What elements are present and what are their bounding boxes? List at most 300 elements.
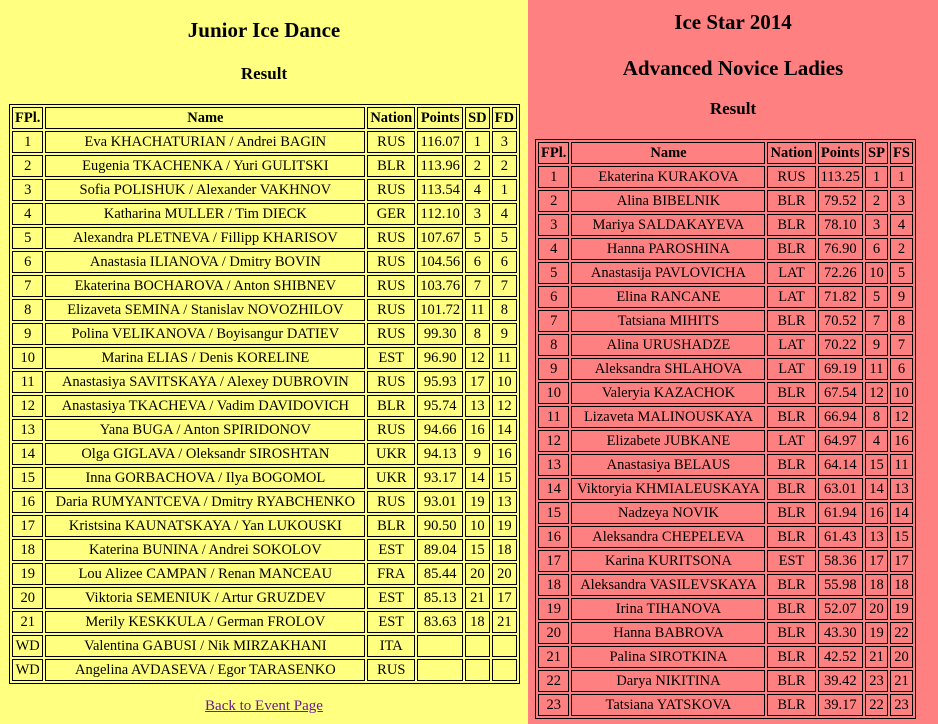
table-row — [12, 299, 517, 321]
cell-nation: BLR — [767, 574, 815, 596]
cell-name: Anastasiya SAVITSKAYA / Alexey DUBROVIN — [45, 371, 365, 393]
cell-seg1: 15 — [865, 454, 888, 476]
cell-place: 2 — [538, 190, 569, 212]
cell-place: 6 — [538, 286, 569, 308]
cell-name: Alexandra PLETNEVA / Fillipp KHARISOV — [45, 227, 365, 249]
table-row — [12, 587, 517, 609]
col-header-points: Points — [417, 107, 463, 129]
col-header-sd: SD — [465, 107, 490, 129]
cell-nation: RUS — [367, 275, 415, 297]
cell-name: Katharina MULLER / Tim DIECK — [45, 203, 365, 225]
cell-place: 8 — [538, 334, 569, 356]
cell-nation: RUS — [367, 227, 415, 249]
cell-name: Tatsiana MIHITS — [571, 310, 765, 332]
table-row — [12, 539, 517, 561]
cell-place: 3 — [12, 179, 43, 201]
cell-seg1: 14 — [865, 478, 888, 500]
table-row — [538, 646, 913, 668]
col-header-nation: Nation — [367, 107, 415, 129]
cell-place: 8 — [12, 299, 43, 321]
cell-seg1: 19 — [465, 491, 490, 513]
cell-points: 83.63 — [417, 611, 463, 633]
cell-nation: RUS — [367, 659, 415, 681]
cell-points: 78.10 — [818, 214, 863, 236]
cell-nation: RUS — [367, 323, 415, 345]
cell-points: 52.07 — [818, 598, 863, 620]
cell-nation: BLR — [367, 515, 415, 537]
cell-seg2: 4 — [890, 214, 913, 236]
cell-place: 11 — [538, 406, 569, 428]
cell-seg1: 3 — [465, 203, 490, 225]
cell-seg2: 23 — [890, 694, 913, 716]
cell-seg1: 9 — [865, 334, 888, 356]
junior-results-table — [9, 104, 520, 684]
table-row — [12, 563, 517, 585]
cell-nation: BLR — [767, 526, 815, 548]
table-row — [12, 155, 517, 177]
cell-place: 17 — [538, 550, 569, 572]
cell-place: 11 — [12, 371, 43, 393]
cell-points: 94.13 — [417, 443, 463, 465]
table-row — [12, 131, 517, 153]
cell-points: 61.94 — [818, 502, 863, 524]
cell-name: Ekaterina KURAKOVA — [571, 166, 765, 188]
cell-seg2: 1 — [890, 166, 913, 188]
cell-seg1: 20 — [465, 563, 490, 585]
cell-points: 64.97 — [818, 430, 863, 452]
cell-points: 107.67 — [417, 227, 463, 249]
col-header-nation: Nation — [767, 142, 815, 164]
col-header-fpl: FPl. — [538, 142, 569, 164]
table-row — [538, 286, 913, 308]
cell-name: Viktoryia KHMIALEUSKAYA — [571, 478, 765, 500]
cell-seg1: 22 — [865, 694, 888, 716]
cell-place: 12 — [538, 430, 569, 452]
cell-nation: LAT — [767, 430, 815, 452]
table-row — [538, 550, 913, 572]
cell-nation: EST — [767, 550, 815, 572]
cell-nation: BLR — [767, 646, 815, 668]
table-row — [538, 430, 913, 452]
cell-nation: RUS — [367, 371, 415, 393]
cell-seg1: 2 — [465, 155, 490, 177]
cell-points — [417, 635, 463, 657]
cell-seg2: 15 — [492, 467, 517, 489]
table-row — [538, 214, 913, 236]
table-row — [12, 323, 517, 345]
table-row — [538, 166, 913, 188]
cell-place: 22 — [538, 670, 569, 692]
cell-seg2: 18 — [890, 574, 913, 596]
cell-name: Elina RANCANE — [571, 286, 765, 308]
table-row — [12, 443, 517, 465]
cell-points: 93.01 — [417, 491, 463, 513]
cell-points: 70.22 — [818, 334, 863, 356]
cell-name: Anastasija PAVLOVICHA — [571, 262, 765, 284]
table-row — [538, 358, 913, 380]
cell-seg1: 21 — [465, 587, 490, 609]
cell-name: Ekaterina BOCHAROVA / Anton SHIBNEV — [45, 275, 365, 297]
cell-seg2: 19 — [890, 598, 913, 620]
cell-points: 69.19 — [818, 358, 863, 380]
table-row — [12, 515, 517, 537]
cell-seg1: 10 — [465, 515, 490, 537]
cell-name: Daria RUMYANTCEVA / Dmitry RYABCHENKO — [45, 491, 365, 513]
cell-seg2: 10 — [492, 371, 517, 393]
cell-name: Anastasiya TKACHEVA / Vadim DAVIDOVICH — [45, 395, 365, 417]
cell-points: 67.54 — [818, 382, 863, 404]
cell-points: 61.43 — [818, 526, 863, 548]
cell-place: 20 — [12, 587, 43, 609]
cell-nation: LAT — [767, 334, 815, 356]
cell-name: Karina KURITSONA — [571, 550, 765, 572]
cell-seg1: 17 — [465, 371, 490, 393]
cell-points: 112.10 — [417, 203, 463, 225]
cell-nation: BLR — [767, 190, 815, 212]
table-row — [538, 598, 913, 620]
cell-nation: BLR — [767, 670, 815, 692]
col-header-points: Points — [818, 142, 863, 164]
table-row — [538, 502, 913, 524]
cell-place: 20 — [538, 622, 569, 644]
cell-seg1: 7 — [465, 275, 490, 297]
cell-points: 94.66 — [417, 419, 463, 441]
cell-nation: BLR — [367, 155, 415, 177]
cell-place: 21 — [12, 611, 43, 633]
cell-place: 9 — [12, 323, 43, 345]
cell-nation: LAT — [767, 286, 815, 308]
cell-seg2: 21 — [890, 670, 913, 692]
novice-title: Advanced Novice Ladies — [622, 56, 844, 80]
cell-name: Darya NIKITINA — [571, 670, 765, 692]
cell-place: 10 — [12, 347, 43, 369]
cell-nation: BLR — [367, 395, 415, 417]
cell-seg2: 20 — [492, 563, 517, 585]
cell-seg1: 1 — [865, 166, 888, 188]
cell-seg2: 5 — [890, 262, 913, 284]
table-row — [538, 310, 913, 332]
novice-results-table — [535, 139, 916, 719]
cell-place: 15 — [538, 502, 569, 524]
cell-nation: UKR — [367, 443, 415, 465]
cell-seg2: 16 — [890, 430, 913, 452]
cell-place: 13 — [12, 419, 43, 441]
cell-nation: BLR — [767, 622, 815, 644]
cell-nation: LAT — [767, 358, 815, 380]
cell-place: 17 — [12, 515, 43, 537]
cell-name: Sofia POLISHUK / Alexander VAKHNOV — [45, 179, 365, 201]
cell-name: Nadzeya NOVIK — [571, 502, 765, 524]
cell-nation: BLR — [767, 694, 815, 716]
cell-points: 79.52 — [818, 190, 863, 212]
cell-place: 4 — [538, 238, 569, 260]
cell-nation: RUS — [367, 131, 415, 153]
cell-name: Olga GIGLAVA / Oleksandr SIROSHTAN — [45, 443, 365, 465]
cell-nation: EST — [367, 611, 415, 633]
cell-nation: RUS — [367, 179, 415, 201]
cell-seg2: 6 — [890, 358, 913, 380]
cell-seg1: 16 — [865, 502, 888, 524]
cell-seg2: 17 — [890, 550, 913, 572]
cell-seg1: 6 — [465, 251, 490, 273]
cell-name: Lou Alizee CAMPAN / Renan MANCEAU — [45, 563, 365, 585]
cell-points: 103.76 — [417, 275, 463, 297]
cell-seg1: 15 — [465, 539, 490, 561]
cell-seg1: 19 — [865, 622, 888, 644]
cell-points: 85.13 — [417, 587, 463, 609]
table-row — [12, 251, 517, 273]
cell-points: 101.72 — [417, 299, 463, 321]
cell-nation: BLR — [767, 598, 815, 620]
cell-seg1 — [465, 659, 490, 681]
cell-seg2: 2 — [492, 155, 517, 177]
cell-place: 19 — [12, 563, 43, 585]
cell-seg2: 9 — [492, 323, 517, 345]
cell-points: 55.98 — [818, 574, 863, 596]
table-row — [538, 382, 913, 404]
cell-name: Polina VELIKANOVA / Boyisangur DATIEV — [45, 323, 365, 345]
cell-seg2: 15 — [890, 526, 913, 548]
cell-points: 96.90 — [417, 347, 463, 369]
table-row — [12, 659, 517, 681]
cell-points: 63.01 — [818, 478, 863, 500]
cell-name: Viktoria SEMENIUK / Artur GRUZDEV — [45, 587, 365, 609]
cell-points: 89.04 — [417, 539, 463, 561]
event-title: Ice Star 2014 — [674, 10, 792, 34]
cell-nation: UKR — [367, 467, 415, 489]
cell-seg2: 19 — [492, 515, 517, 537]
cell-nation: EST — [367, 347, 415, 369]
cell-place: 18 — [538, 574, 569, 596]
cell-nation: BLR — [767, 382, 815, 404]
cell-points: 58.36 — [818, 550, 863, 572]
cell-points: 104.56 — [417, 251, 463, 273]
cell-name: Katerina BUNINA / Andrei SOKOLOV — [45, 539, 365, 561]
cell-seg2: 8 — [492, 299, 517, 321]
cell-points: 113.25 — [818, 166, 863, 188]
cell-seg1: 8 — [865, 406, 888, 428]
cell-place: 23 — [538, 694, 569, 716]
cell-seg2: 4 — [492, 203, 517, 225]
table-row — [12, 611, 517, 633]
cell-seg1: 5 — [865, 286, 888, 308]
col-header-name: Name — [571, 142, 765, 164]
cell-points: 39.17 — [818, 694, 863, 716]
cell-nation: RUS — [367, 419, 415, 441]
cell-seg2: 8 — [890, 310, 913, 332]
table-row — [12, 179, 517, 201]
cell-seg2: 13 — [890, 478, 913, 500]
cell-place: 10 — [538, 382, 569, 404]
cell-nation: BLR — [767, 478, 815, 500]
cell-points: 93.17 — [417, 467, 463, 489]
table-row — [538, 478, 913, 500]
cell-place: 16 — [538, 526, 569, 548]
cell-seg2: 11 — [890, 454, 913, 476]
cell-seg2: 3 — [492, 131, 517, 153]
cell-points: 70.52 — [818, 310, 863, 332]
cell-nation: RUS — [367, 491, 415, 513]
cell-name: Elizabete JUBKANE — [571, 430, 765, 452]
cell-place: 3 — [538, 214, 569, 236]
table-row — [538, 262, 913, 284]
cell-name: Valentina GABUSI / Nik MIRZAKHANI — [45, 635, 365, 657]
table-row — [12, 635, 517, 657]
table-row — [538, 670, 913, 692]
cell-name: Hanna PAROSHINA — [571, 238, 765, 260]
col-header-name: Name — [45, 107, 365, 129]
cell-seg1: 20 — [865, 598, 888, 620]
cell-seg1: 2 — [865, 190, 888, 212]
cell-seg2 — [492, 659, 517, 681]
table-row — [538, 694, 913, 716]
advanced-novice-ladies-pane — [528, 0, 938, 724]
cell-place: WD — [12, 659, 43, 681]
cell-points — [417, 659, 463, 681]
cell-points: 42.52 — [818, 646, 863, 668]
cell-name: Alina URUSHADZE — [571, 334, 765, 356]
cell-nation: BLR — [767, 454, 815, 476]
table-row — [538, 622, 913, 644]
cell-points: 116.07 — [417, 131, 463, 153]
cell-points: 66.94 — [818, 406, 863, 428]
table-row — [12, 347, 517, 369]
cell-place: 7 — [12, 275, 43, 297]
cell-place: 14 — [12, 443, 43, 465]
col-header-fpl: FPl. — [12, 107, 43, 129]
cell-seg2: 21 — [492, 611, 517, 633]
cell-nation: EST — [367, 539, 415, 561]
cell-name: Valeryia KAZACHOK — [571, 382, 765, 404]
cell-seg1 — [465, 635, 490, 657]
cell-seg1: 13 — [865, 526, 888, 548]
cell-place: 18 — [12, 539, 43, 561]
cell-seg1: 7 — [865, 310, 888, 332]
cell-seg2: 12 — [890, 406, 913, 428]
cell-points: 113.96 — [417, 155, 463, 177]
table-row — [12, 275, 517, 297]
cell-points: 113.54 — [417, 179, 463, 201]
cell-place: 2 — [12, 155, 43, 177]
cell-name: Aleksandra CHEPELEVA — [571, 526, 765, 548]
cell-seg1: 10 — [865, 262, 888, 284]
cell-place: 5 — [538, 262, 569, 284]
cell-points: 43.30 — [818, 622, 863, 644]
cell-name: Aleksandra SHLAHOVA — [571, 358, 765, 380]
cell-points: 90.50 — [417, 515, 463, 537]
cell-seg1: 18 — [865, 574, 888, 596]
cell-points: 99.30 — [417, 323, 463, 345]
table-row — [538, 190, 913, 212]
table-row — [12, 203, 517, 225]
cell-name: Angelina AVDASEVA / Egor TARASENKO — [45, 659, 365, 681]
cell-points: 64.14 — [818, 454, 863, 476]
cell-place: 12 — [12, 395, 43, 417]
cell-nation: RUS — [367, 251, 415, 273]
cell-seg2: 22 — [890, 622, 913, 644]
col-header-fd: FD — [492, 107, 517, 129]
cell-seg1: 5 — [465, 227, 490, 249]
cell-place: 1 — [12, 131, 43, 153]
cell-seg2: 13 — [492, 491, 517, 513]
cell-name: Tatsiana YATSKOVA — [571, 694, 765, 716]
table-row — [12, 227, 517, 249]
cell-points: 71.82 — [818, 286, 863, 308]
cell-nation: BLR — [767, 310, 815, 332]
cell-seg2: 17 — [492, 587, 517, 609]
cell-nation: RUS — [767, 166, 815, 188]
cell-seg1: 4 — [865, 430, 888, 452]
col-header-sp: SP — [865, 142, 888, 164]
cell-seg2: 16 — [492, 443, 517, 465]
cell-seg1: 3 — [865, 214, 888, 236]
cell-seg1: 8 — [465, 323, 490, 345]
cell-seg1: 6 — [865, 238, 888, 260]
cell-nation: EST — [367, 587, 415, 609]
cell-seg1: 16 — [465, 419, 490, 441]
cell-seg2: 7 — [890, 334, 913, 356]
cell-place: 13 — [538, 454, 569, 476]
cell-seg2: 12 — [492, 395, 517, 417]
cell-place: 15 — [12, 467, 43, 489]
cell-points: 39.42 — [818, 670, 863, 692]
cell-seg2: 10 — [890, 382, 913, 404]
table-header-row — [12, 107, 517, 129]
cell-name: Elizaveta SEMINA / Stanislav NOVOZHILOV — [45, 299, 365, 321]
cell-points: 85.44 — [417, 563, 463, 585]
novice-subtitle: Result — [709, 99, 757, 118]
cell-seg1: 23 — [865, 670, 888, 692]
col-header-fs: FS — [890, 142, 913, 164]
table-row — [538, 238, 913, 260]
table-row — [12, 395, 517, 417]
table-row — [12, 419, 517, 441]
cell-seg1: 14 — [465, 467, 490, 489]
cell-nation: GER — [367, 203, 415, 225]
cell-seg2: 6 — [492, 251, 517, 273]
cell-seg2: 14 — [890, 502, 913, 524]
table-row — [538, 406, 913, 428]
cell-place: 5 — [12, 227, 43, 249]
table-row — [538, 526, 913, 548]
cell-place: 1 — [538, 166, 569, 188]
cell-name: Lizaveta MALINOUSKAYA — [571, 406, 765, 428]
cell-seg1: 12 — [865, 382, 888, 404]
back-to-event-link[interactable]: Back to Event Page — [205, 698, 323, 714]
cell-seg2 — [492, 635, 517, 657]
cell-seg1: 4 — [465, 179, 490, 201]
cell-nation: BLR — [767, 214, 815, 236]
cell-seg1: 9 — [465, 443, 490, 465]
cell-name: Hanna BABROVA — [571, 622, 765, 644]
cell-nation: RUS — [367, 299, 415, 321]
cell-seg2: 3 — [890, 190, 913, 212]
cell-seg1: 11 — [465, 299, 490, 321]
cell-name: Marina ELIAS / Denis KORELINE — [45, 347, 365, 369]
cell-place: 7 — [538, 310, 569, 332]
cell-points: 95.74 — [417, 395, 463, 417]
cell-name: Mariya SALDAKAYEVA — [571, 214, 765, 236]
cell-name: Irina TIHANOVA — [571, 598, 765, 620]
cell-place: 16 — [12, 491, 43, 513]
table-row — [12, 371, 517, 393]
table-row — [538, 334, 913, 356]
cell-points: 95.93 — [417, 371, 463, 393]
cell-seg2: 7 — [492, 275, 517, 297]
cell-seg1: 1 — [465, 131, 490, 153]
cell-place: 14 — [538, 478, 569, 500]
cell-name: Yana BUGA / Anton SPIRIDONOV — [45, 419, 365, 441]
